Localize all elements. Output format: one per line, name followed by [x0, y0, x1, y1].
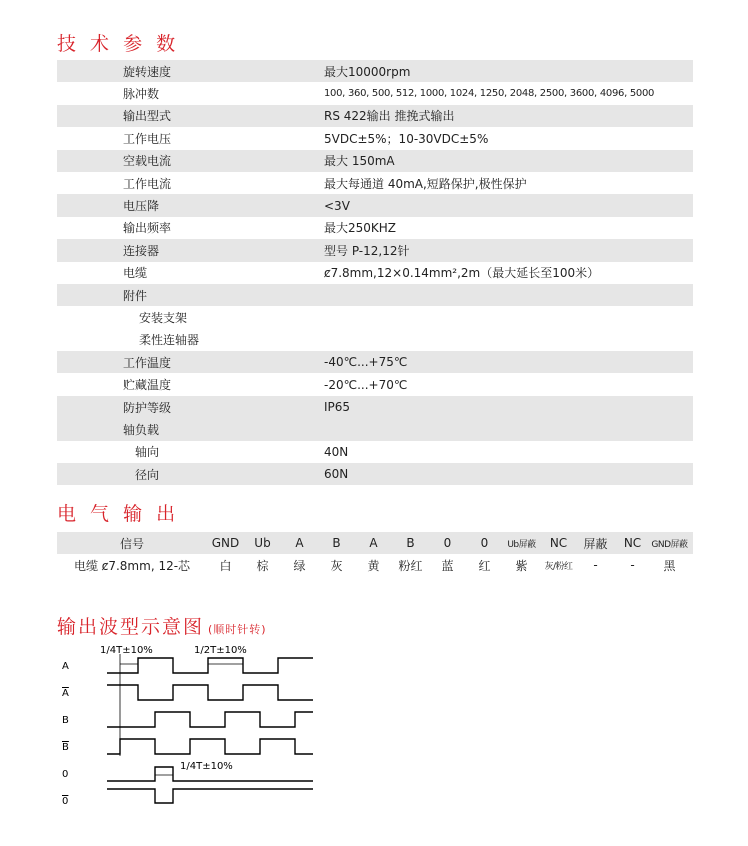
color-shield: - [593, 558, 598, 572]
spec-label: 旋转速度 [123, 64, 172, 79]
spec-value: 5VDC±5%；10-30VDC±5% [324, 131, 489, 146]
spec-value: 最大每通道 40mA,短路保护,极性保护 [324, 176, 527, 191]
spec-label: 输出型式 [123, 109, 172, 124]
color-b: 灰 [330, 558, 343, 573]
spec-value: 最大250KHZ [324, 221, 397, 236]
spec-label: 径向 [135, 467, 160, 482]
spec-label: 脉冲数 [123, 87, 160, 102]
color-a-inverted: 黄 [367, 558, 380, 573]
waveform-a [107, 658, 313, 673]
color-gnd: 白 [219, 558, 232, 573]
spec-label: 输出频率 [123, 221, 172, 236]
spec-value: -40℃...+75℃ [324, 355, 408, 370]
header-nc-1: NC [549, 536, 568, 550]
spec-value: 100, 360, 500, 512, 1000, 1024, 1250, 2048, 2500, 3600, 4096, 5000 [324, 88, 655, 100]
color-gnd-shield: 黑 [663, 558, 676, 573]
spec-value: <3V [324, 198, 350, 213]
channel-label-zero-inverted: 0 [62, 796, 69, 807]
electrical-section-title: 电 气 输 出 [57, 503, 180, 525]
header-b: B [332, 536, 341, 550]
header-gnd-shield: GND屏蔽 [651, 539, 688, 550]
spec-value: 型号 P-12,12针 [324, 243, 410, 258]
spec-row [57, 239, 693, 261]
spec-row [57, 262, 693, 284]
spec-table [57, 60, 693, 485]
electrical-header-row [57, 532, 693, 554]
color-b-inverted: 粉红 [398, 558, 423, 573]
header-zero: 0 [443, 536, 452, 550]
spec-row [57, 463, 693, 485]
spec-row [57, 194, 693, 216]
header-b-inverted: $\overline{B}$ [406, 536, 415, 550]
spec-row [57, 105, 693, 127]
color-zero-inverted: 红 [478, 558, 491, 573]
header-gnd: GND [211, 536, 240, 550]
spec-label: 贮藏温度 [123, 378, 172, 393]
spec-row [57, 127, 693, 149]
channel-label-zero: 0 [62, 769, 69, 780]
color-nc-2: - [630, 558, 635, 572]
header-a: A [295, 536, 304, 550]
waveform-zero-inverted [107, 789, 313, 803]
annotation-zero-width: 1/4T±10% [180, 761, 233, 772]
spec-label: 防护等级 [123, 400, 172, 415]
waveform-a-inverted [107, 685, 313, 700]
spec-row [57, 396, 693, 418]
spec-row [57, 172, 693, 194]
spec-value: RS 422输出 推挽式输出 [324, 109, 455, 124]
spec-label: 工作电流 [123, 176, 172, 191]
spec-value: 40N [324, 444, 349, 459]
channel-label-a: A [62, 661, 69, 672]
cable-label: 电缆 ȼ7.8mm, 12-芯 [73, 558, 191, 573]
spec-label: 空载电流 [123, 154, 172, 169]
spec-row [57, 373, 693, 395]
spec-value: 60N [324, 467, 349, 482]
spec-value: IP65 [324, 400, 351, 415]
spec-row [57, 441, 693, 463]
channel-label-b-inverted: B [62, 742, 69, 753]
spec-section-title: 技 术 参 数 [57, 33, 180, 55]
spec-value: 最大 150mA [324, 154, 395, 169]
waveform-section-title [57, 612, 267, 639]
color-nc-1: 灰/粉红 [544, 561, 573, 572]
spec-row [57, 60, 693, 82]
spec-value: -20℃...+70℃ [324, 377, 408, 392]
waveform-b [107, 712, 313, 727]
spec-label: 电压降 [123, 199, 160, 214]
electrical-table [57, 532, 693, 576]
header-ub-shield: Ub屏蔽 [507, 539, 536, 550]
spec-row [57, 284, 693, 306]
spec-row [57, 82, 693, 104]
channel-label-b: B [62, 715, 69, 726]
spec-label: 安装支架 [139, 310, 188, 325]
header-nc-2: NC [623, 536, 642, 550]
waveform-title: 输出波型示意图 [57, 616, 205, 638]
header-ub: Ub [254, 536, 271, 550]
spec-row [57, 329, 693, 351]
spec-label: 附件 [123, 288, 148, 303]
spec-row [57, 351, 693, 373]
header-shield: 屏蔽 [583, 536, 608, 551]
waveform-diagram [50, 636, 330, 816]
color-a: 绿 [293, 558, 306, 573]
color-ub-shield: 紫 [515, 558, 528, 573]
channel-label-a-inverted: A [62, 688, 69, 699]
spec-label: 工作温度 [123, 355, 172, 370]
spec-label: 连接器 [123, 243, 160, 258]
spec-row [57, 150, 693, 172]
spec-label: 工作电压 [123, 131, 172, 146]
spec-row [57, 217, 693, 239]
spec-value: ȼ7.8mm,12×0.14mm²,2m（最大延长至100米） [324, 266, 600, 281]
annotation-quarter-period: 1/4T±10% [100, 645, 153, 656]
header-signal: 信号 [119, 536, 144, 551]
spec-row [57, 306, 693, 328]
waveform-b-inverted [107, 739, 313, 754]
spec-label: 轴向 [135, 445, 160, 460]
header-zero-inverted: 0 [480, 536, 489, 550]
annotation-half-period: 1/2T±10% [194, 645, 247, 656]
color-ub: 棕 [256, 558, 269, 573]
electrical-cable-row [57, 554, 693, 576]
header-a-inverted: $\overline{A}$ [369, 536, 378, 550]
waveform-subtitle: (顺时针转) [208, 623, 267, 636]
spec-label: 轴负载 [123, 422, 160, 437]
spec-value: 最大10000rpm [324, 64, 411, 79]
color-zero: 蓝 [441, 558, 454, 573]
spec-label: 电缆 [123, 266, 148, 281]
spec-row [57, 418, 693, 440]
spec-label: 柔性连轴器 [139, 333, 200, 348]
